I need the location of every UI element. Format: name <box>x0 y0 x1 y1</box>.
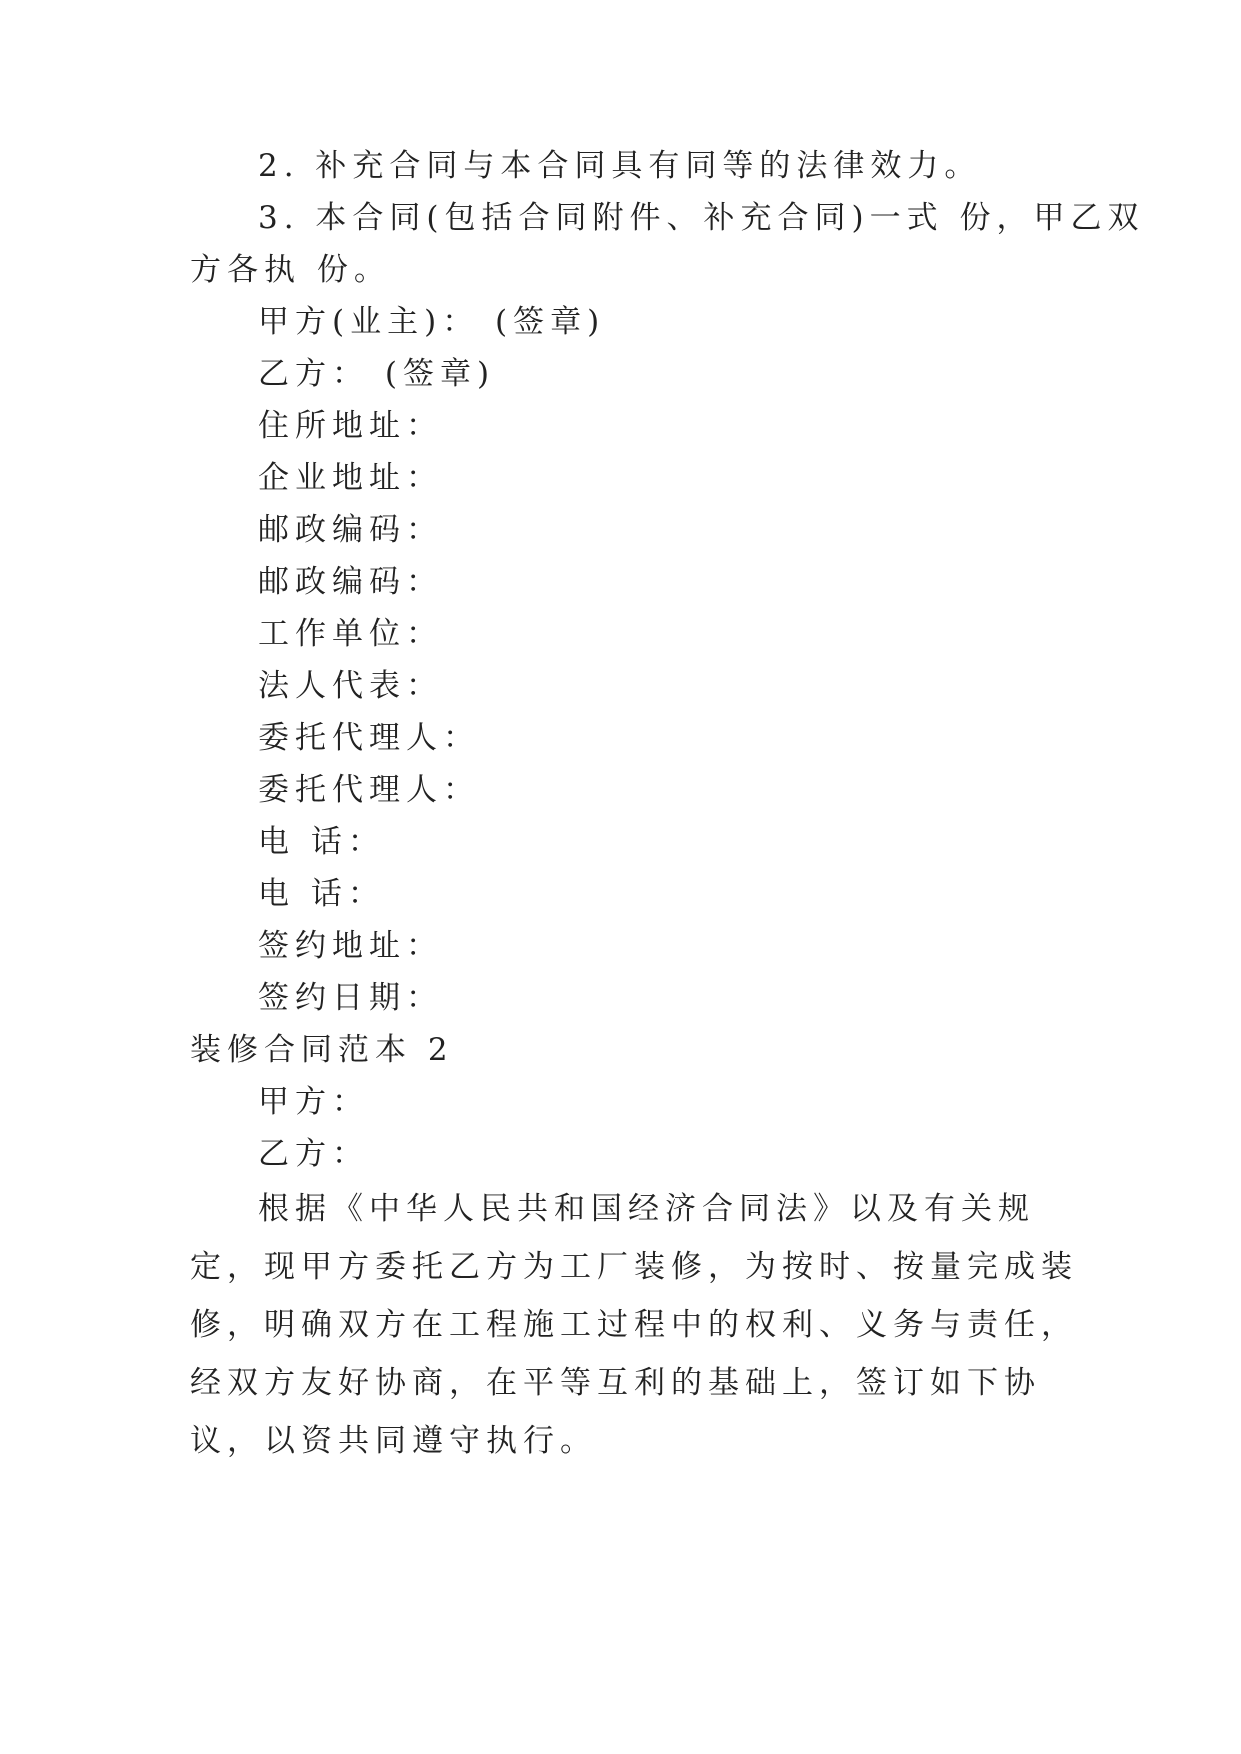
party-a-signature: 甲方(业主)： (签章) <box>258 304 606 340</box>
work-unit-label: 工作单位： <box>258 616 443 652</box>
legal-representative-label: 法人代表： <box>258 668 443 704</box>
company-address-label: 企业地址： <box>258 460 443 496</box>
section-title: 装修合同范本 2 <box>190 1032 454 1068</box>
clause-3-line-1: 3. 本合同(包括合同附件、补充合同)一式 份，甲乙双 <box>258 200 1145 236</box>
phone-b-label: 电 话： <box>258 876 385 912</box>
party-b-signature: 乙方： (签章) <box>258 356 496 392</box>
agent-b-label: 委托代理人： <box>258 772 480 808</box>
clause-2: 2. 补充合同与本合同具有同等的法律效力。 <box>258 148 982 184</box>
postal-code-a-label: 邮政编码： <box>258 512 443 548</box>
clause-3-line-2: 方各执 份。 <box>190 252 391 288</box>
sign-place-label: 签约地址： <box>258 928 443 964</box>
agent-a-label: 委托代理人： <box>258 720 480 756</box>
residence-address-label: 住所地址： <box>258 408 443 444</box>
postal-code-b-label: 邮政编码： <box>258 564 443 600</box>
phone-a-label: 电 话： <box>258 824 385 860</box>
party-a-label: 甲方： <box>258 1084 369 1120</box>
sign-date-label: 签约日期： <box>258 980 443 1016</box>
party-b-label: 乙方： <box>258 1136 369 1172</box>
intro-paragraph: 根据《中华人民共和国经济合同法》以及有关规定，现甲方委托乙方为工厂装修，为按时、按量完成装修，明确双方在工程施工过程中的权利、义务与责任，经双方友好协商，在平等互利的基础上，签订如下协议，以资共同遵守执行。 <box>190 1191 1078 1459</box>
